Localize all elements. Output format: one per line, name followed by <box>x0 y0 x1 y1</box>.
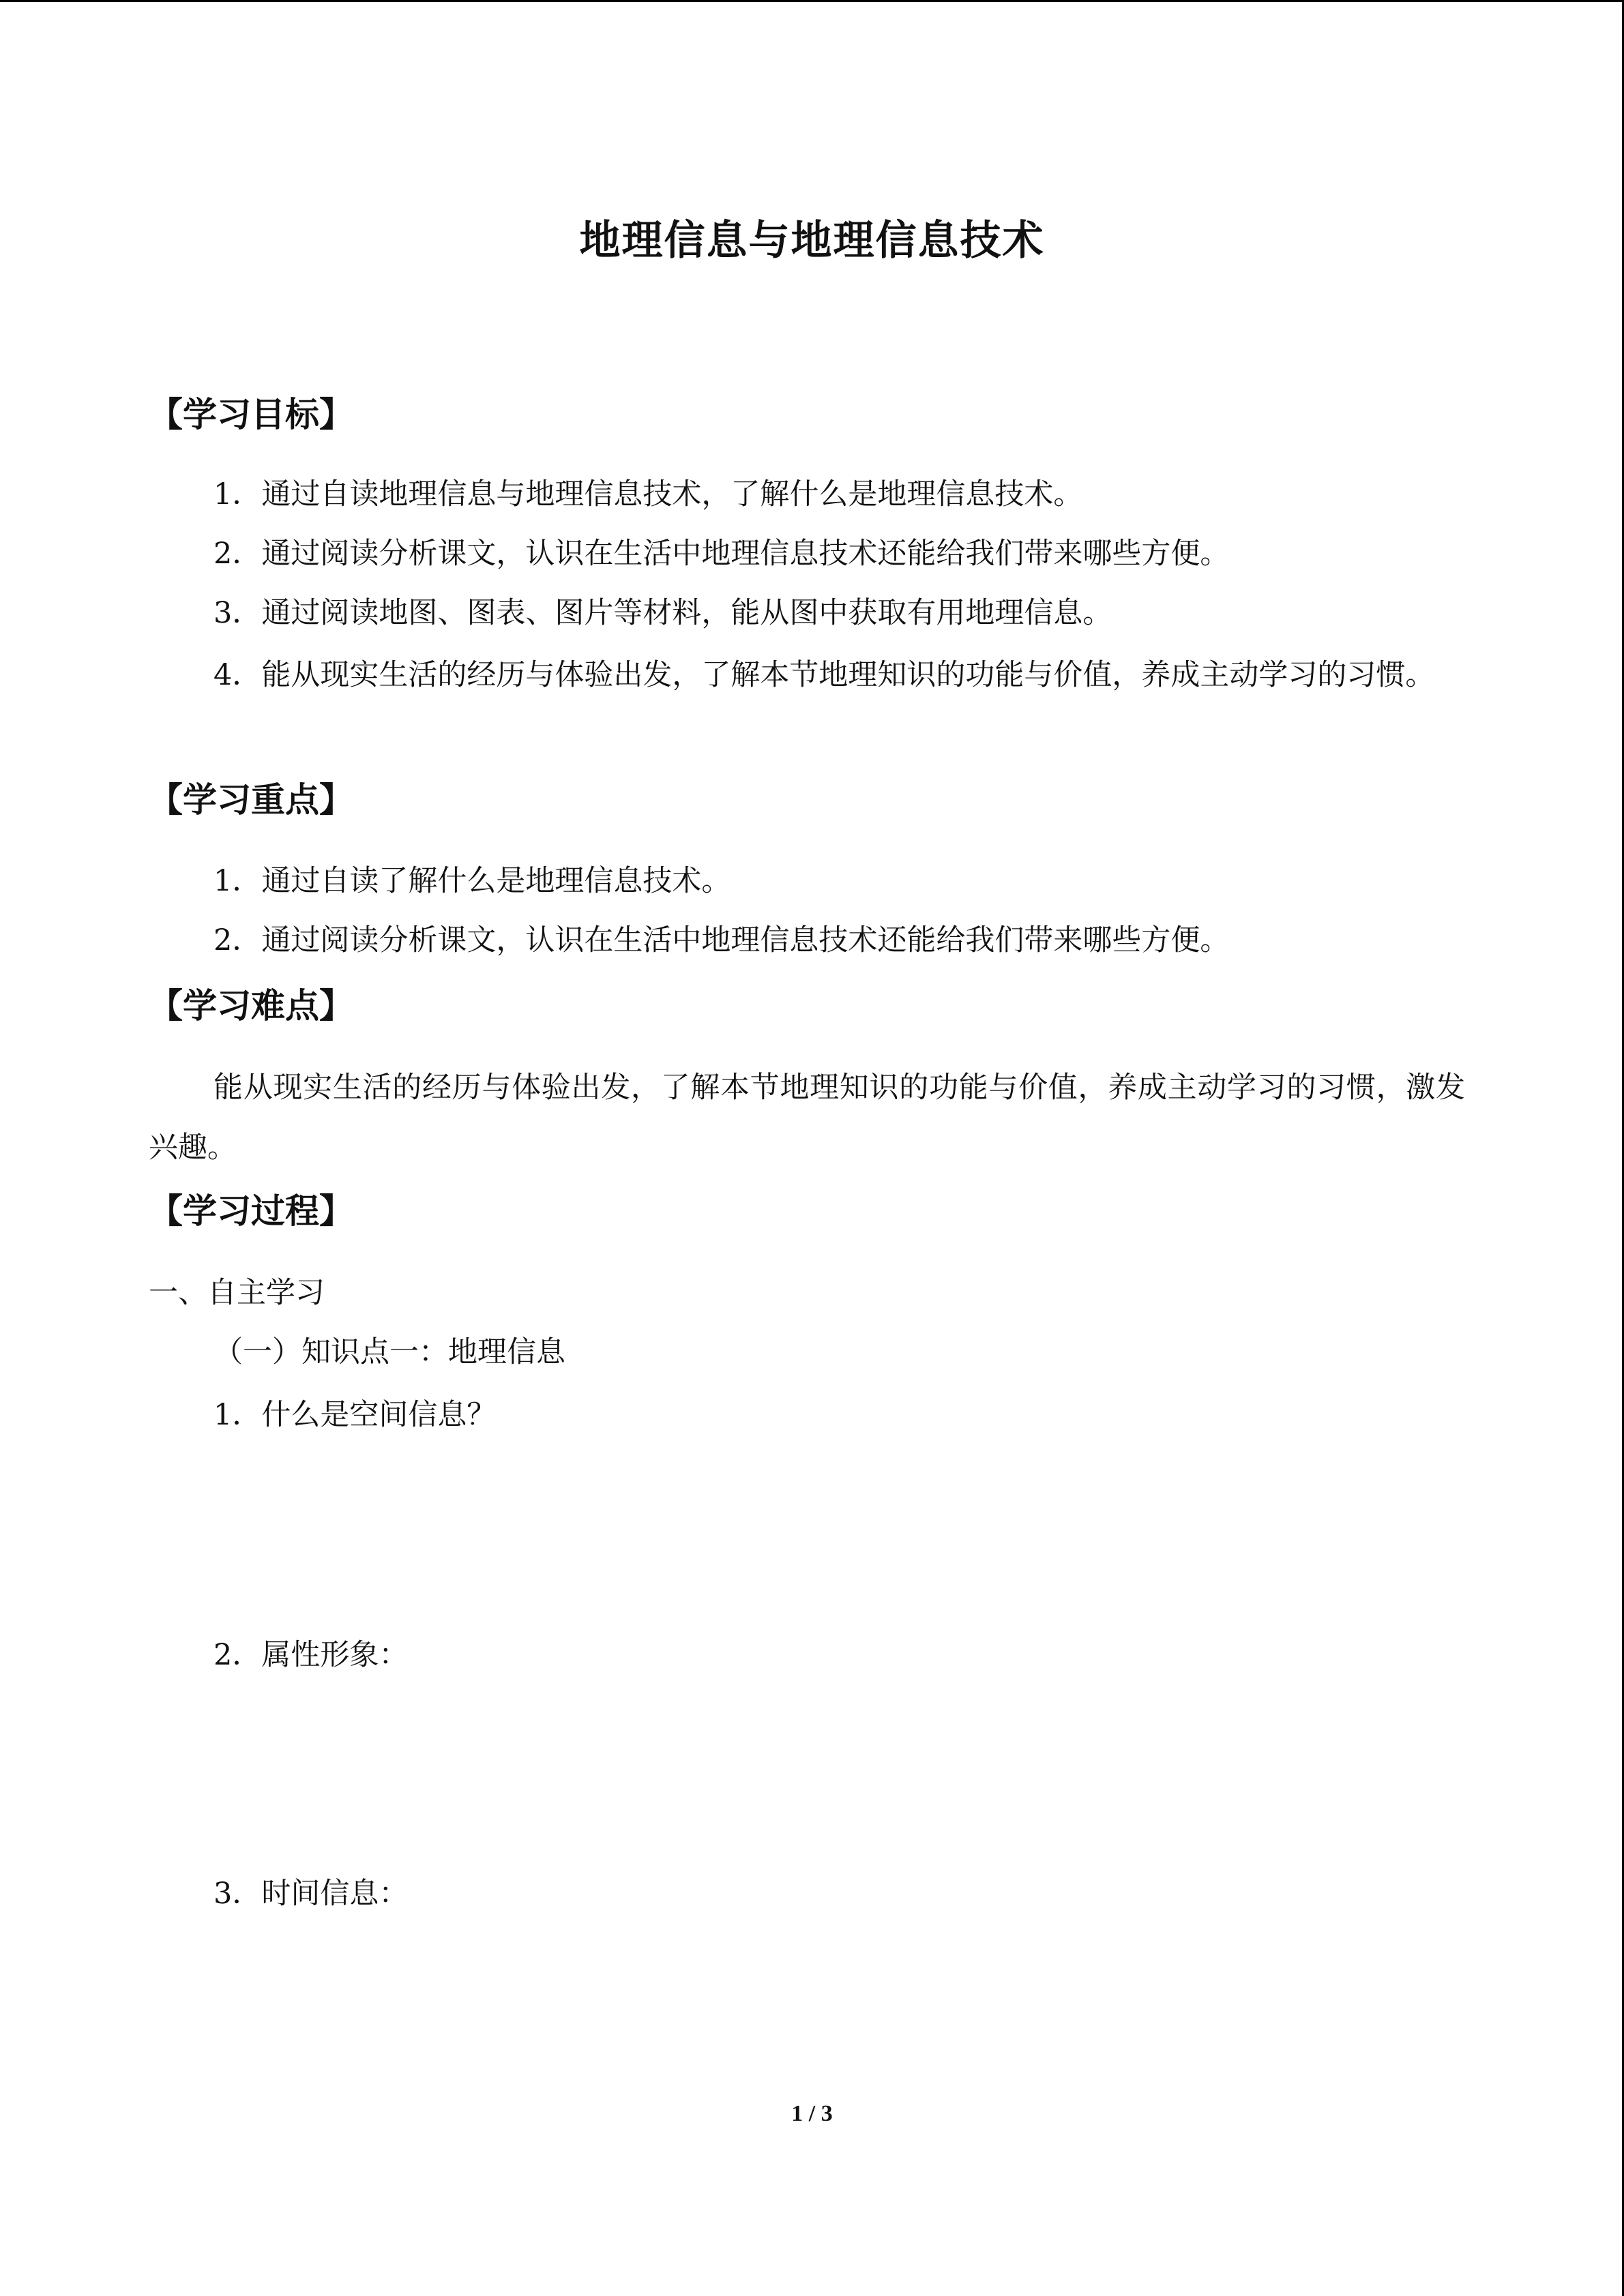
question-3: 3．时间信息： <box>213 1877 409 1911</box>
difficulties-text: 能从现实生活的经历与体验出发，了解本节地理知识的功能与价值，养成主动学习的习惯，激发兴趣。 <box>149 1071 1465 1165</box>
key-point-item-2: 2．通过阅读分析课文，认识在生活中地理信息技术还能给我们带来哪些方便。 <box>213 923 1230 957</box>
document-page <box>149 0 1475 2296</box>
document-title: 地理信息与地理信息技术 <box>579 217 1045 265</box>
goal-item-3: 3．通过阅读地图、图表、图片等材料，能从图中获取有用地理信息。 <box>213 596 1112 630</box>
process-subsection-title: （一）知识点一：地理信息 <box>213 1335 565 1369</box>
section-heading-difficulties: 【学习难点】 <box>149 986 353 1026</box>
question-1: 1．什么是空间信息？ <box>213 1398 497 1432</box>
goal-item-2: 2．通过阅读分析课文，认识在生活中地理信息技术还能给我们带来哪些方便。 <box>213 537 1230 571</box>
section-heading-process: 【学习过程】 <box>149 1191 353 1231</box>
goal-item-4: 4．能从现实生活的经历与体验出发，了解本节地理知识的功能与价值，养成主动学习的习惯。 <box>213 658 1435 692</box>
process-part-title: 一、自主学习 <box>149 1276 325 1310</box>
question-2: 2．属性形象： <box>213 1638 409 1672</box>
key-point-item-1: 1．通过自读了解什么是地理信息技术。 <box>213 864 731 898</box>
section-heading-goals: 【学习目标】 <box>149 395 353 434</box>
page-number: 1 / 3 <box>791 2101 833 2126</box>
goal-item-1: 1．通过自读地理信息与地理信息技术，了解什么是地理信息技术。 <box>213 477 1083 511</box>
section-heading-key-points: 【学习重点】 <box>149 780 353 820</box>
